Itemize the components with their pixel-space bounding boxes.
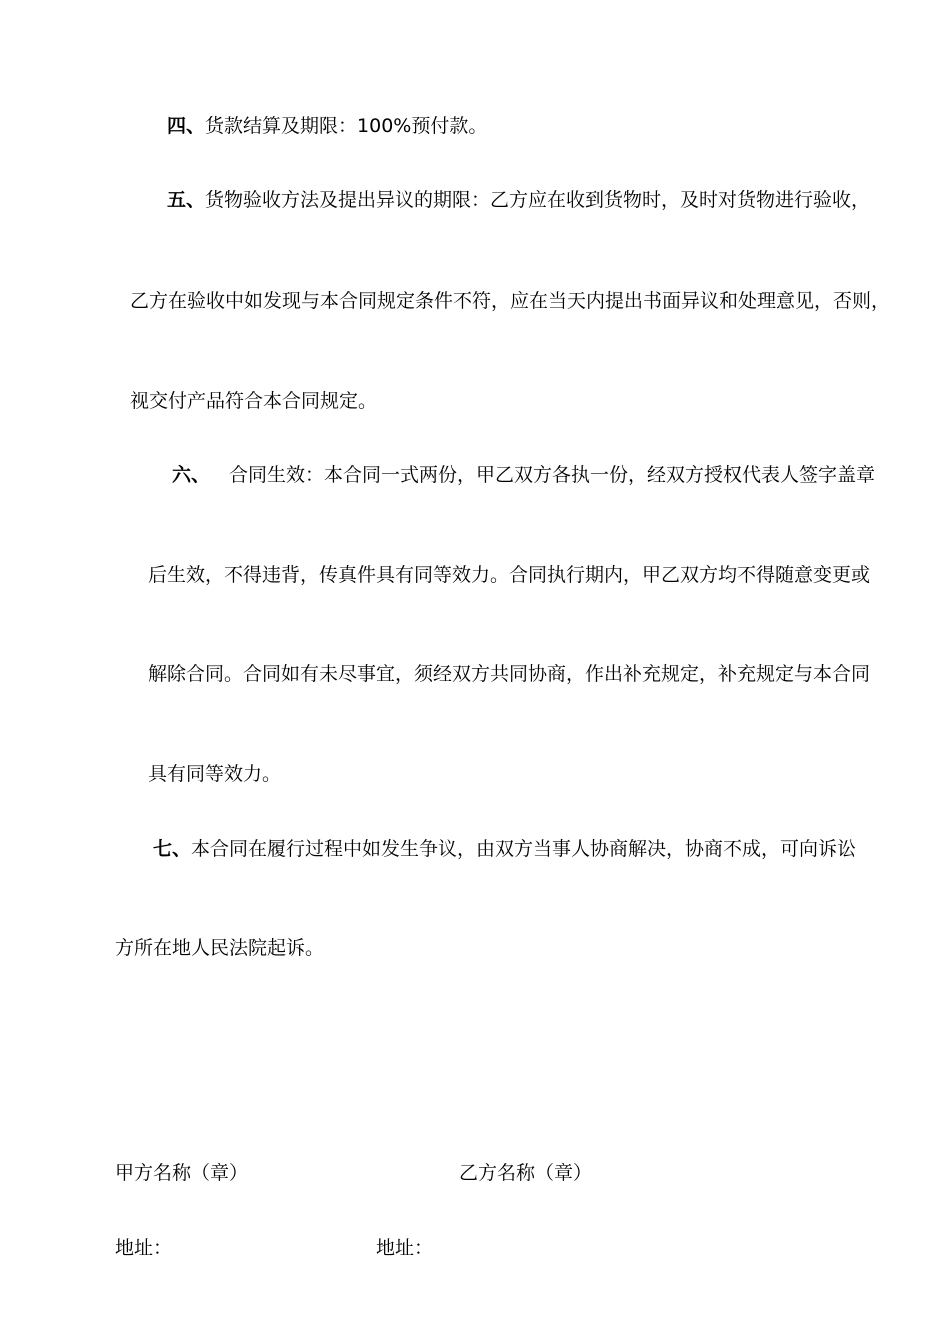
clause-6-line-4: 具有同等效力。 xyxy=(148,763,282,785)
clause-6-line-2: 后生效，不得违背，传真件具有同等效力。合同执行期内，甲乙双方均不得随意变更或 xyxy=(148,564,871,586)
clause-4 xyxy=(167,114,487,138)
clause-7-line-2: 方所在地人民法院起诉。 xyxy=(115,937,325,959)
clause-6-line-1 xyxy=(172,463,875,487)
party-a-address: 地址： xyxy=(115,1237,173,1259)
clause-7-line-1 xyxy=(153,837,856,861)
clause-4-text: 货款结算及期限：100%预付款。 xyxy=(205,115,488,137)
party-b-address: 地址： xyxy=(376,1237,434,1259)
clause-6-text-1: 合同生效：本合同一式两份，甲乙双方各执一份，经双方授权代表人签字盖章 xyxy=(229,464,876,486)
clause-4-number: 四、 xyxy=(167,115,206,137)
party-a-name: 甲方名称（章） xyxy=(115,1162,249,1184)
clause-5-line-1 xyxy=(167,188,870,212)
clause-7-text-1: 本合同在履行过程中如发生争议，由双方当事人协商解决，协商不成，可向诉讼 xyxy=(191,838,857,860)
clause-7-number: 七、 xyxy=(153,838,192,860)
party-b-name: 乙方名称（章） xyxy=(459,1162,593,1184)
clause-5-line-2: 乙方在验收中如发现与本合同规定条件不符，应在当天内提出书面异议和处理意见，否则， xyxy=(130,290,891,312)
clause-5-text-1: 货物验收方法及提出异议的期限：乙方应在收到货物时，及时对货物进行验收， xyxy=(205,189,871,211)
clause-5-number: 五、 xyxy=(167,189,206,211)
clause-5-line-3: 视交付产品符合本合同规定。 xyxy=(130,390,378,412)
clause-6-line-3: 解除合同。合同如有未尽事宜，须经双方共同协商，作出补充规定，补充规定与本合同 xyxy=(148,663,871,685)
clause-6-number: 六、 xyxy=(172,464,211,486)
